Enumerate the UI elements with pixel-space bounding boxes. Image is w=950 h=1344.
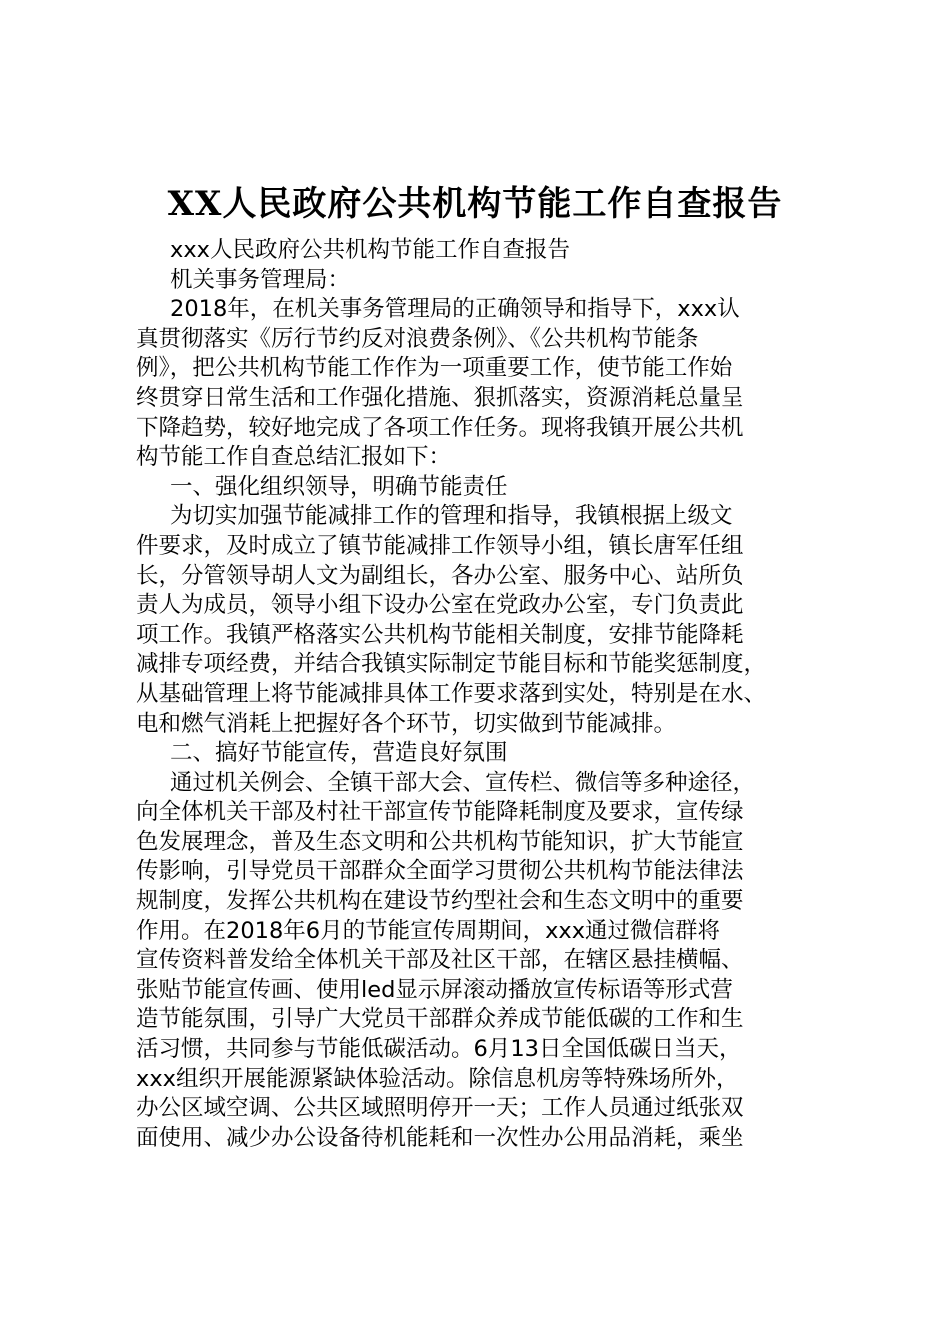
text-line: 件要求，及时成立了镇节能减排工作领导小组，镇长唐军任组 [136, 532, 744, 559]
text-line: 办公区域空调、公共区域照明停开一天；工作人员通过纸张双 [136, 1095, 744, 1122]
text-line: 减排专项经费，并结合我镇实际制定节能目标和节能奖惩制度， [136, 651, 767, 678]
text-line: 色发展理念，普及生态文明和公共机构节能知识，扩大节能宣 [136, 828, 744, 855]
text-line: 作用。在2018年6月的节能宣传周期间，xxx通过微信群将 [136, 917, 721, 944]
text-line: 宣传资料普发给全体机关干部及社区干部，在辖区悬挂横幅、 [136, 947, 744, 974]
text-line: 一、强化组织领导，明确节能责任 [170, 473, 508, 500]
text-line: 造节能氛围，引导广大党员干部群众养成节能低碳的工作和生 [136, 1006, 744, 1033]
text-line: 责人为成员，领导小组下设办公室在党政办公室，专门负责此 [136, 592, 744, 619]
text-line: 通过机关例会、全镇干部大会、宣传栏、微信等多种途径， [170, 769, 756, 796]
text-line: xxx人民政府公共机构节能工作自查报告 [170, 237, 570, 263]
text-line: 从基础管理上将节能减排具体工作要求落到实处，特别是在水、 [136, 680, 767, 707]
text-line: 项工作。我镇严格落实公共机构节能相关制度，安排节能降耗 [136, 621, 744, 648]
text-line: 面使用、减少办公设备待机能耗和一次性办公用品消耗，乘坐 [136, 1124, 744, 1151]
document-body [136, 236, 826, 1153]
text-line: 长，分管领导胡人文为副组长，各办公室、服务中心、站所负 [136, 562, 744, 589]
text-line: 活习惯，共同参与节能低碳活动。6月13日全国低碳日当天， [136, 1036, 742, 1063]
text-line: 例》，把公共机构节能工作作为一项重要工作，使节能工作始 [136, 355, 733, 382]
text-line: 下降趋势，较好地完成了各项工作任务。现将我镇开展公共机 [136, 414, 744, 441]
text-line: 张贴节能宣传画、使用led显示屏滚动播放宣传标语等形式营 [136, 976, 733, 1003]
text-line: 电和燃气消耗上把握好各个环节，切实做到节能减排。 [136, 710, 677, 737]
text-line: 为切实加强节能减排工作的管理和指导，我镇根据上级文 [170, 503, 733, 530]
text-line: xxx组织开展能源紧缺体验活动。除信息机房等特殊场所外， [136, 1065, 739, 1092]
text-line: 机关事务管理局： [170, 266, 351, 293]
text-line: 规制度，发挥公共机构在建设节约型社会和生态文明中的重要 [136, 888, 744, 915]
text-line: 真贯彻落实《厉行节约反对浪费条例》、《公共机构节能条 [136, 325, 699, 352]
text-line: 2018年，在机关事务管理局的正确领导和指导下，xxx认 [170, 296, 740, 323]
text-line: 向全体机关干部及村社干部宣传节能降耗制度及要求，宣传绿 [136, 799, 744, 826]
text-line: 传影响，引导党员干部群众全面学习贯彻公共机构节能法律法 [136, 858, 744, 885]
text-line: 构节能工作自查总结汇报如下： [136, 444, 452, 471]
text-line: 二、搞好节能宣传，营造良好氛围 [170, 740, 508, 767]
document-title: XX人民政府公共机构节能工作自查报告 [167, 184, 783, 224]
text-line: 终贯穿日常生活和工作强化措施、狠抓落实，资源消耗总量呈 [136, 384, 744, 411]
